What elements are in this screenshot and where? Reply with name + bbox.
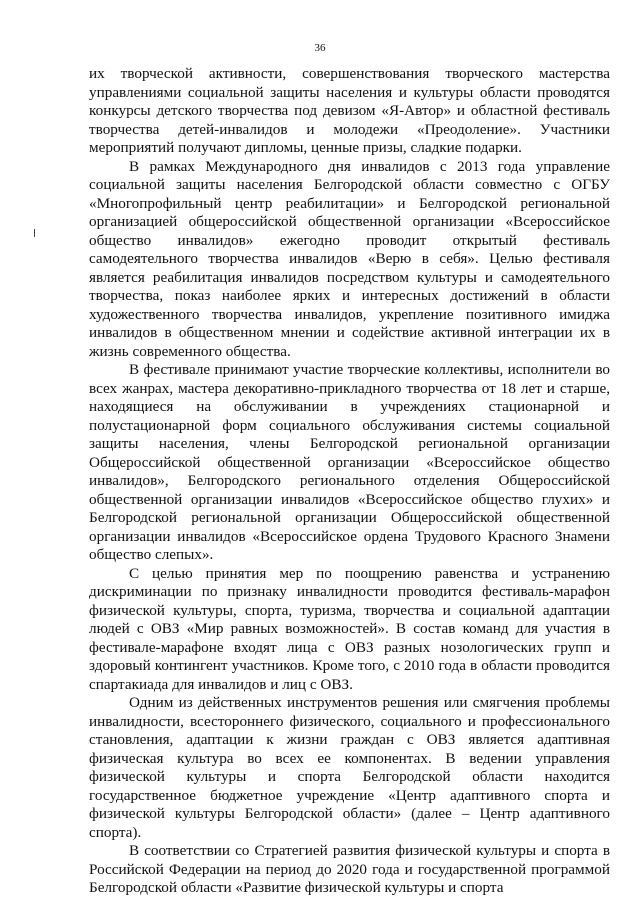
paragraph-2: В рамках Международного дня инвалидов с 2013 года управление социальной защиты населения Белгородской области совместно с ОГБУ «Многопрофильный центр реабилитации» и Белгородской региональной организацией общероссийской общественной организации «Всероссийское общество инвалидов» ежегодно проводит открытый фестиваль самодеятельного творчества инвалидов «Верю в себя». Целью фестиваля является реабилитация инвалидов посредством культуры и самодеятельного творчества, показ наиболее ярких и интересных достижений в области художественного творчества инвалидов, укрепление позитивного имиджа инвалидов в общественном мнении и содействие активной интеграции их в жизнь современного общества.: [89, 157, 610, 360]
page-number: 36: [314, 42, 326, 54]
paragraph-5: Одним из действенных инструментов решения или смягчения проблемы инвалидности, всестороннего физического, социального и профессионального становления, адаптации к жизни граждан с ОВЗ является адаптивная физическая культура во всех ее компонентах. В ведении управления физической культуры и спорта Белгородской области находится государственное бюджетное учреждение «Центр адаптивного спорта и физической культуры Белгородской области» (далее – Центр адаптивного спорта).: [89, 694, 610, 841]
paragraph-1: их творческой активности, совершенствования творческого мастерства управлениями социальной защиты населения и культуры области проводятся конкурсы детского творчества под девизом «Я-Автор» и областной фестиваль творчества детей-инвалидов и молодежи «Преодоление». Участники мероприятий получают дипломы, ценные призы, сладкие подарки.: [89, 65, 610, 156]
paragraph-3: В фестивале принимают участие творческие коллективы, исполнители во всех жанрах, мастера декоративно-прикладного творчества от 18 лет и старше, находящиеся на обслуживании в учреждениях стационарной и полустационарной форм социального обслуживания системы социальной защиты населения, члены Белгородской региональной организации Общероссийской общественной организации «Всероссийское общество инвалидов», Белгородского регионального отделения Общероссийской общественной организации инвалидов «Всероссийское общество глухих» и Белгородской региональной организации Общероссийской общественной организации инвалидов «Всероссийское ордена Трудового Красного Знамени общество слепых».: [89, 361, 610, 563]
margin-mark: [34, 229, 35, 237]
paragraph-6: В соответствии со Стратегией развития физической культуры и спорта в Российской Федерации на период до 2020 года и государственной программой Белгородской области «Развитие физической культуры и спорта: [89, 842, 610, 896]
paragraph-4: С целью принятия мер по поощрению равенства и устранению дискриминации по признаку инвалидности проводится фестиваль-марафон физической культуры, спорта, туризма, творчества и социальной адаптации людей с ОВЗ «Мир равных возможностей». В состав команд для участия в фестивале-марафоне входят лица с ОВЗ разных нозологических групп и здоровый контингент участников. Кроме того, с 2010 года в области проводится спартакиада для инвалидов и лиц с ОВЗ.: [89, 564, 610, 693]
body-text: [89, 65, 610, 898]
